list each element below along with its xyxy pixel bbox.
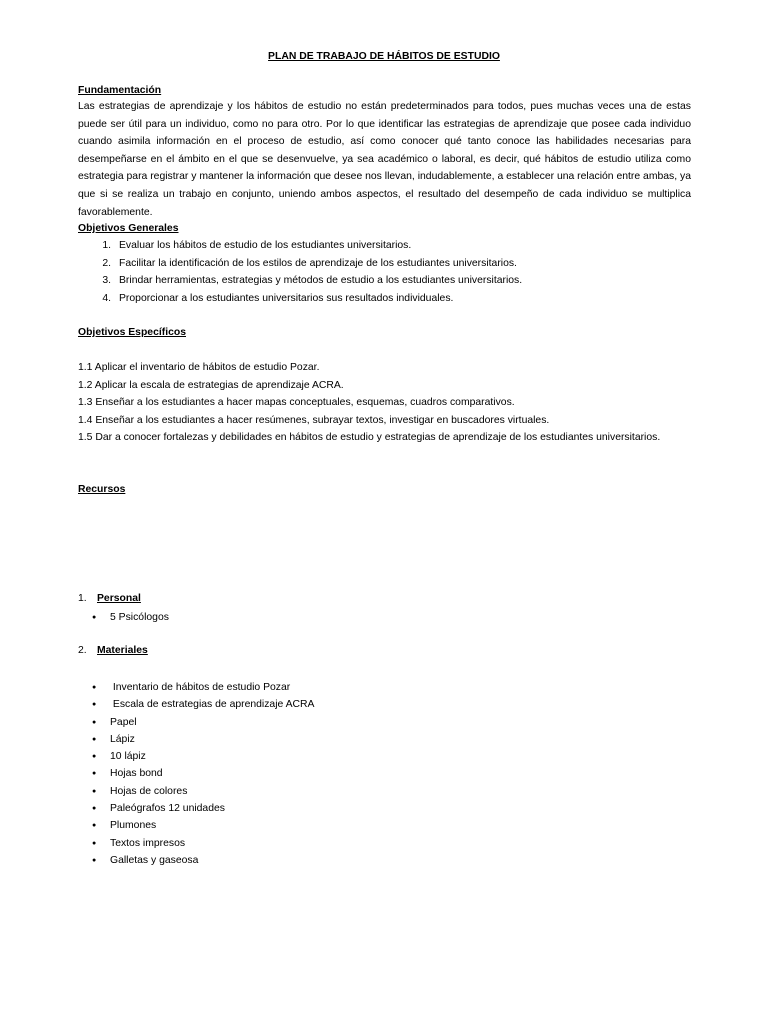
list-text: Escala de estrategias de aprendizaje ACRA: [110, 699, 315, 711]
list-text: Lápiz: [110, 733, 135, 745]
list-text: Galletas y gaseosa: [110, 854, 199, 866]
section-number: 2.: [78, 645, 87, 656]
list-item: [78, 272, 691, 290]
bullet-icon: ●: [92, 805, 97, 813]
objetivos-especificos-heading: Objetivos Específicos: [78, 327, 186, 338]
list-item: [78, 800, 691, 817]
list-text: Proporcionar a los estudiantes universitarios sus resultados individuales.: [119, 292, 454, 304]
bullet-icon: ●: [92, 684, 97, 691]
list-number: 4.: [102, 292, 111, 304]
fundamentacion-paragraph: Las estrategias de aprendizaje y los hábitos de estudio no están predeterminados para todos, pues muchas veces una de estas puede ser útil para un individuo, como no para otro. Por lo que identificar las estrategias de aprendizaje que posee cada individuo cuando asimila información en el proceso de estudio, así como conocer qué tanto conoce las habilidades necesarias para desempeñarse en el ámbito en el que se desenvuelve, ya sea académico o laboral, es decir, qué hábitos de estudio utiliza como estrategia para registrar y mantener la información que desee nos llevan, indudablemente, a establecer una relación entre ambas, ya que si se realiza un trabajo en conjunto, uniendo ambos aspectos, el resultado del desempeño de cada individuo se multiplica favorablemente.: [78, 101, 691, 218]
list-text: Facilitar la identificación de los estilos de aprendizaje de los estudiantes universitarios.: [119, 257, 517, 269]
list-item: [78, 696, 691, 713]
bullet-icon: ●: [92, 701, 97, 709]
list-item: [78, 852, 691, 869]
bullet-icon: ●: [92, 770, 97, 778]
list-item: [78, 731, 691, 748]
bullet-icon: ●: [92, 718, 97, 726]
list-item: [78, 255, 691, 273]
recursos-heading: Recursos: [78, 484, 126, 495]
section-title: Materiales: [97, 645, 148, 656]
list-item: 1.1 Aplicar el inventario de hábitos de estudio Pozar.: [78, 362, 320, 373]
list-item: [78, 679, 691, 696]
bullet-icon: ●: [92, 856, 97, 864]
list-text: Inventario de hábitos de estudio Pozar: [110, 682, 291, 693]
section-title: Personal: [97, 593, 141, 604]
list-item: 1.2 Aplicar la escala de estrategias de aprendizaje ACRA.: [78, 379, 344, 391]
list-item: [78, 817, 691, 834]
list-text: Plumones: [110, 820, 157, 832]
list-text: Hojas de colores: [110, 785, 188, 797]
bullet-icon: ●: [92, 614, 97, 621]
list-text: Papel: [110, 716, 137, 728]
list-number: 2.: [102, 257, 111, 269]
objetivos-generales-heading: Objetivos Generales: [78, 223, 179, 234]
section-number: 1.: [78, 593, 87, 604]
list-text: 10 lápiz: [110, 751, 146, 763]
list-item: [78, 237, 691, 255]
materiales-list: [78, 679, 691, 869]
list-text: Paleógrafos 12 unidades: [110, 803, 225, 815]
objetivos-especificos-list: [78, 359, 691, 447]
document-title: PLAN DE TRABAJO DE HÁBITOS DE ESTUDIO: [268, 51, 500, 62]
list-item: [78, 609, 691, 626]
list-text: Evaluar los hábitos de estudio de los estudiantes universitarios.: [119, 240, 412, 251]
list-item: [78, 783, 691, 800]
list-item: 1.4 Enseñar a los estudiantes a hacer resúmenes, subrayar textos, investigar en buscadores virtuales.: [78, 414, 550, 426]
personal-heading: [78, 593, 691, 604]
list-item: [78, 290, 691, 308]
list-item: [78, 748, 691, 765]
list-text: Brindar herramientas, estrategias y métodos de estudio a los estudiantes universitarios.: [119, 275, 523, 286]
bullet-icon: ●: [92, 787, 97, 795]
objetivos-generales-list: [78, 237, 691, 307]
bullet-icon: ●: [92, 822, 97, 830]
list-text: 5 Psicólogos: [110, 612, 169, 623]
list-item: [78, 714, 691, 731]
list-number: 3.: [102, 275, 111, 286]
list-item: [78, 765, 691, 782]
list-text: Textos impresos: [110, 837, 186, 849]
list-item: 1.3 Enseñar a los estudiantes a hacer mapas conceptuales, esquemas, cuadros comparativos.: [78, 397, 515, 408]
fundamentacion-heading: Fundamentación: [78, 85, 162, 96]
list-text: Hojas bond: [110, 768, 163, 780]
list-item: 1.5 Dar a conocer fortalezas y debilidades en hábitos de estudio y estrategias de aprendizaje de los estudiantes universitarios.: [78, 432, 661, 443]
bullet-icon: ●: [92, 753, 97, 761]
bullet-icon: ●: [92, 735, 97, 743]
list-item: [78, 835, 691, 852]
list-number: 1.: [102, 240, 111, 251]
personal-list: [78, 609, 691, 626]
materiales-heading: [78, 645, 691, 656]
bullet-icon: ●: [92, 839, 97, 847]
